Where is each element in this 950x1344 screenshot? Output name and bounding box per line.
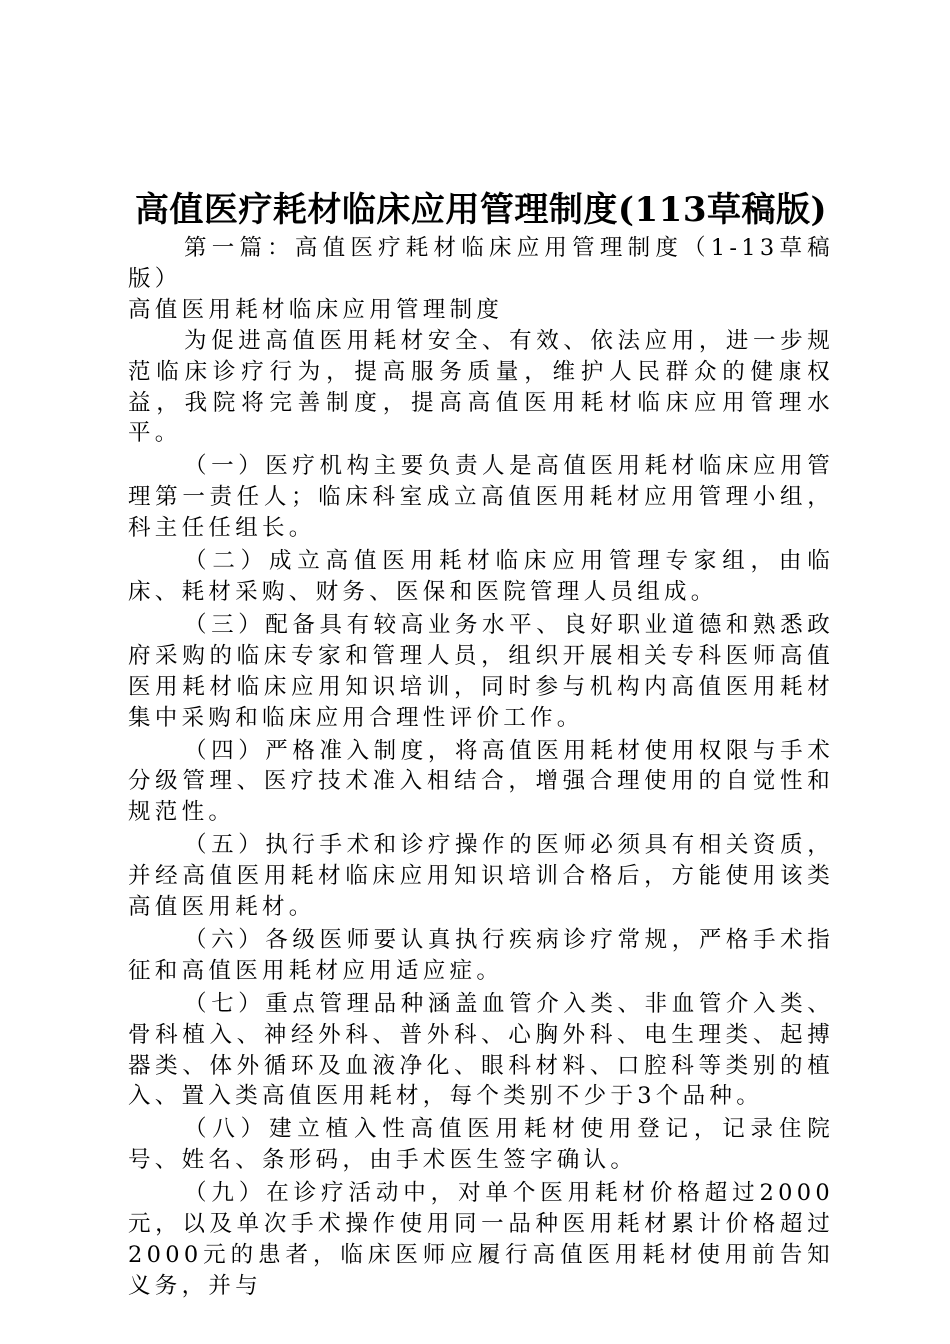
paragraph-heading-first-part: 第一篇：高值医疗耗材临床应用管理制度（1-13草稿版）: [128, 235, 834, 292]
paragraph-item-8: （八）建立植入性高值医用耗材使用登记，记录住院号、姓名、条形码，由手术医生签字确认。: [128, 1116, 834, 1174]
paragraph-intro: 为促进高值医用耗材安全、有效、依法应用，进一步规范临床诊疗行为，提高服务质量，维护人民群众的健康权益，我院将完善制度，提高高值医用耗材临床应用管理水平。: [128, 327, 834, 447]
document-body: [128, 233, 834, 1302]
paragraph-subtitle: 高值医用耗材临床应用管理制度: [128, 296, 504, 323]
paragraph-item-2: （二）成立高值医用耗材临床应用管理专家组，由临床、耗材采购、财务、医保和医院管理人员组成。: [128, 548, 834, 605]
paragraph-item-9: （九）在诊疗活动中，对单个医用耗材价格超过2000元，以及单次手术操作使用同一品种医用耗材累计价格超过2000元的患者，临床医师应履行高值医用耗材使用前告知义务，并与: [128, 1180, 834, 1299]
paragraph-item-4: （四）严格准入制度，将高值医用耗材使用权限与手术分级管理、医疗技术准入相结合，增强合理使用的自觉性和规范性。: [128, 737, 834, 826]
paragraph-item-6: （六）各级医师要认真执行疾病诊疗常规，严格手术指征和高值医用耗材应用适应症。: [128, 926, 834, 984]
document-title: 高值医疗耗材临床应用管理制度(113草稿版): [134, 190, 828, 230]
paragraph-item-5: （五）执行手术和诊疗操作的医师必须具有相关资质，并经高值医用耗材临床应用知识培训合格后，方能使用该类高值医用耗材。: [128, 832, 834, 921]
paragraph-item-7: （七）重点管理品种涵盖血管介入类、非血管介入类、骨科植入、神经外科、普外科、心胸外科、电生理类、起搏器类、体外循环及血液净化、眼科材料、口腔科等类别的植入、置入类高值医用耗材，每个类别不少于3个品种。: [128, 990, 834, 1110]
paragraph-item-1: （一）医疗机构主要负责人是高值医用耗材临床应用管理第一责任人；临床科室成立高值医用耗材应用管理小组，科主任任组长。: [128, 453, 834, 542]
paragraph-item-3: （三）配备具有较高业务水平、良好职业道德和熟悉政府采购的临床专家和管理人员，组织开展相关专科医师高值医用耗材临床应用知识培训，同时参与机构内高值医用耗材集中采购和临床应用合理性评价工作。: [128, 611, 834, 731]
